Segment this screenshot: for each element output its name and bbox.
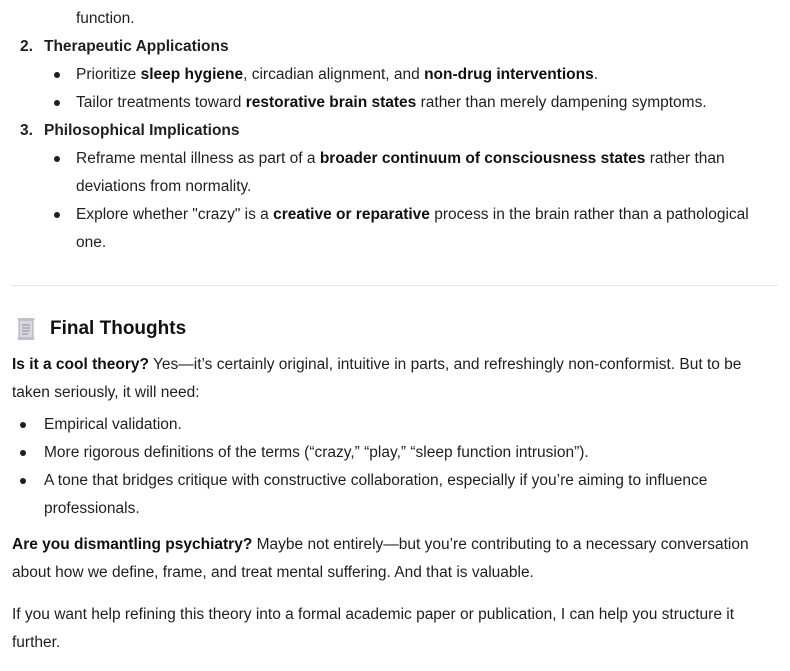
list-item-title: Therapeutic Applications: [44, 38, 229, 55]
list-item: Empirical validation.: [12, 411, 782, 439]
list-item-philosophical: [12, 117, 782, 257]
closing-paragraph: If you want help refining this theory into a formal academic paper or publication, I can help you structure it further.: [12, 606, 734, 651]
needs-list: [12, 411, 782, 523]
intro-paragraph: Is it a cool theory? Yes—it’s certainly original, intuitive in parts, and refreshingly non-conformist. But to be taken seriously, it will need:: [12, 356, 742, 401]
heading-text: Final Thoughts: [50, 318, 187, 339]
section-heading: [12, 314, 186, 344]
section-divider: [12, 285, 778, 286]
bullet-dot: [20, 422, 26, 428]
list-item: A tone that bridges critique with constructive collaboration, especially if you’re aiming to influence professionals.: [12, 467, 782, 523]
continuation-text: function.: [76, 10, 135, 27]
list-item: Tailor treatments toward restorative brain states rather than merely dampening symptoms.: [44, 89, 782, 117]
bullet-dot: [54, 212, 60, 218]
list-number: 3.: [20, 122, 33, 139]
list-number: 2.: [20, 38, 33, 55]
bullet-dot: [54, 156, 60, 162]
list-item-therapeutic: [12, 33, 782, 117]
bullet-dot: [20, 478, 26, 484]
ordered-list: [12, 33, 782, 257]
list-item: More rigorous definitions of the terms (“crazy,” “play,” “sleep function intrusion”).: [12, 439, 782, 467]
bullet-dot: [54, 100, 60, 106]
bullet-dot: [20, 450, 26, 456]
bullet-dot: [54, 72, 60, 78]
sub-list: [44, 61, 782, 117]
scroll-icon: [17, 317, 37, 341]
list-item: Reframe mental illness as part of a broader continuum of consciousness states rather than deviations from normality.: [44, 145, 782, 201]
sub-list: [44, 145, 782, 257]
dismantle-paragraph: Are you dismantling psychiatry? Maybe not entirely—but you’re contributing to a necessary conversation about how we define, frame, and treat mental suffering. And that is valuable.: [12, 536, 749, 581]
list-item-title: Philosophical Implications: [44, 122, 240, 139]
list-item: Prioritize sleep hygiene, circadian alignment, and non-drug interventions.: [44, 61, 782, 89]
final-thoughts-body: [12, 351, 782, 657]
list-item: Explore whether "crazy" is a creative or reparative process in the brain rather than a pathological one.: [44, 201, 782, 257]
